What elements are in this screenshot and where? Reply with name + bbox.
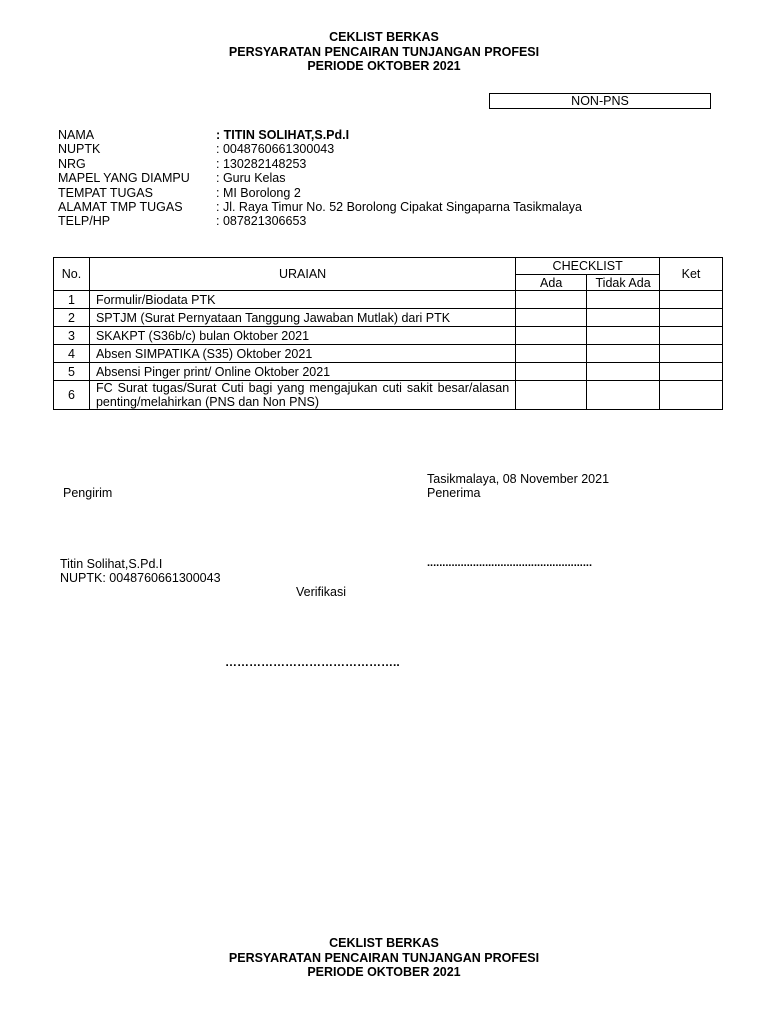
sender-nuptk: NUPTK: 0048760661300043 — [60, 571, 221, 585]
row-number: 1 — [54, 291, 90, 309]
cell-tidak-ada[interactable] — [587, 327, 660, 345]
info-value: : TITIN SOLIHAT,S.Pd.I — [216, 128, 350, 142]
header-ada: Ada — [516, 275, 587, 291]
info-label: ALAMAT TMP TUGAS — [58, 199, 183, 214]
cell-ada[interactable] — [516, 327, 587, 345]
info-label: NRG — [58, 156, 86, 171]
info-label: MAPEL YANG DIAMPU — [58, 171, 190, 186]
footer-title — [0, 936, 768, 980]
row-uraian: Absen SIMPATIKA (S35) Oktober 2021 — [89, 345, 515, 363]
cell-ket[interactable] — [660, 381, 723, 410]
table-row — [54, 381, 723, 410]
receiver-label: Penerima — [427, 486, 481, 500]
cell-tidak-ada[interactable] — [587, 381, 660, 410]
header-ket: Ket — [660, 258, 723, 291]
info-label: TEMPAT TUGAS — [58, 185, 153, 200]
cell-ket[interactable] — [660, 309, 723, 327]
title-line-2: PERSYARATAN PENCAIRAN TUNJANGAN PROFESI — [228, 44, 540, 59]
cell-ket[interactable] — [660, 291, 723, 309]
info-value: : Jl. Raya Timur No. 52 Borolong Cipakat Singaparna Tasikmalaya — [216, 199, 582, 214]
header-checklist: CHECKLIST — [516, 258, 660, 275]
footer-line-3: PERIODE OKTOBER 2021 — [307, 965, 461, 979]
checklist-table — [53, 257, 723, 410]
cell-ada[interactable] — [516, 345, 587, 363]
row-uraian: Absensi Pinger print/ Online Oktober 2021 — [89, 363, 515, 381]
cell-ket[interactable] — [660, 327, 723, 345]
employment-status-box: NON-PNS — [489, 93, 711, 109]
header-tidak-ada: Tidak Ada — [587, 275, 660, 291]
footer-line-1: CEKLIST BERKAS — [329, 936, 439, 950]
row-number: 3 — [54, 327, 90, 345]
document-title — [0, 30, 768, 74]
info-value: : Guru Kelas — [216, 171, 286, 186]
place-date: Tasikmalaya, 08 November 2021 — [427, 472, 610, 486]
table-row — [54, 309, 723, 327]
row-number: 2 — [54, 309, 90, 327]
table-row — [54, 345, 723, 363]
title-line-1: CEKLIST BERKAS — [329, 30, 439, 44]
sender-label: Pengirim — [63, 486, 113, 500]
table-row — [54, 363, 723, 381]
info-value: : 130282148253 — [216, 156, 307, 171]
row-uraian: FC Surat tugas/Surat Cuti bagi yang mengajukan cuti sakit besar/alasan penting/melahirkan (PNS dan Non PNS) — [89, 381, 515, 410]
footer-line-2: PERSYARATAN PENCAIRAN TUNJANGAN PROFESI — [228, 950, 540, 965]
info-value: : 0048760661300043 — [216, 142, 335, 157]
table-row — [54, 327, 723, 345]
table-row — [54, 291, 723, 309]
row-uraian: SKAKPT (S36b/c) bulan Oktober 2021 — [89, 327, 515, 345]
verify-label: Verifikasi — [296, 585, 347, 599]
cell-ada[interactable] — [516, 309, 587, 327]
row-number: 5 — [54, 363, 90, 381]
cell-tidak-ada[interactable] — [587, 345, 660, 363]
cell-ket[interactable] — [660, 345, 723, 363]
cell-ada[interactable] — [516, 291, 587, 309]
cell-tidak-ada[interactable] — [587, 363, 660, 381]
info-value: : 087821306653 — [216, 214, 307, 229]
row-uraian: Formulir/Biodata PTK — [89, 291, 515, 309]
cell-ada[interactable] — [516, 363, 587, 381]
cell-ada[interactable] — [516, 381, 587, 410]
row-number: 4 — [54, 345, 90, 363]
header-no: No. — [54, 258, 90, 291]
cell-tidak-ada[interactable] — [587, 291, 660, 309]
info-value: : MI Borolong 2 — [216, 185, 301, 200]
row-number: 6 — [54, 381, 90, 410]
info-label: NUPTK — [58, 142, 101, 157]
cell-tidak-ada[interactable] — [587, 309, 660, 327]
info-label: TELP/HP — [58, 214, 111, 229]
info-label: NAMA — [58, 128, 95, 142]
receiver-signature-line: ...................................................... — [427, 557, 593, 569]
title-line-3: PERIODE OKTOBER 2021 — [307, 59, 461, 73]
verify-signature-line: …………………………………….. — [225, 655, 400, 669]
header-uraian: URAIAN — [89, 258, 515, 291]
sender-name: Titin Solihat,S.Pd.I — [60, 557, 163, 571]
cell-ket[interactable] — [660, 363, 723, 381]
row-uraian: SPTJM (Surat Pernyataan Tanggung Jawaban Mutlak) dari PTK — [89, 309, 515, 327]
